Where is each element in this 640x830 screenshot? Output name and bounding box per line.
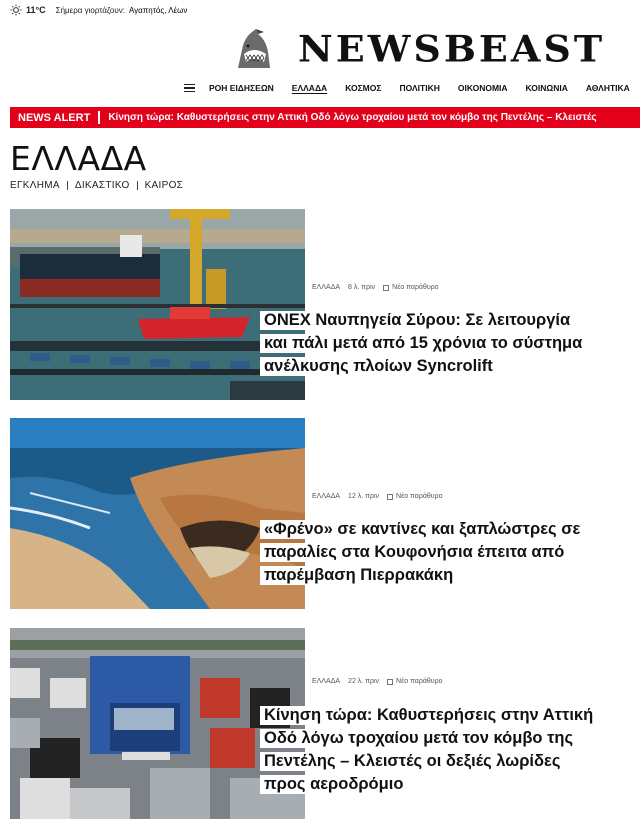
subnav-crime[interactable]: ΕΓΚΛΗΜΑ: [10, 180, 60, 191]
article-meta: [312, 493, 442, 500]
article-time: 22 λ. πριν: [348, 678, 380, 685]
nameday-label: Σήμερα γιορτάζουν:: [55, 5, 125, 15]
subnav-divider: [67, 181, 68, 190]
main-nav: [184, 83, 640, 93]
temperature: 11°C: [26, 5, 46, 15]
brand-name: NEWSBEAST: [298, 27, 606, 70]
nav-item-greece[interactable]: ΕΛΛΑΔΑ: [291, 83, 328, 93]
nav-item-news-feed[interactable]: ΡΟΗ ΕΙΔΗΣΕΩΝ: [209, 83, 274, 93]
top-bar: [10, 3, 187, 17]
article-category[interactable]: ΕΛΛΑΔΑ: [312, 493, 341, 500]
article-time: 8 λ. πριν: [348, 284, 376, 291]
external-link-icon: [387, 679, 393, 685]
new-window-link[interactable]: Νέο παράθυρο: [387, 493, 442, 500]
news-alert-ticker[interactable]: Κίνηση τώρα: Καθυστερήσεις στην Αττική Οδό λόγω τροχαίου μετά τον κόμβο της Πεντέλης – Κλειστές: [108, 112, 597, 123]
article-headline[interactable]: ΟΝΕΧ Ναυπηγεία Σύρου: Σε λειτουργία και πάλι μετά από 15 χρόνια το σύστημα ανέλκυσης πλοίων Syncrolift: [260, 309, 640, 378]
article-headline[interactable]: «Φρένο» σε καντίνες και ξαπλώστρες σε παραλίες στα Κουφονήσια έπειτα από παρέμβαση Πιερρακάκη: [260, 518, 640, 587]
subnav-divider: [137, 181, 138, 190]
nav-item-world[interactable]: ΚΟΣΜΟΣ: [345, 83, 382, 93]
nameday-names[interactable]: Αγαπητός, Λέων: [128, 5, 188, 15]
article-meta: [312, 284, 439, 291]
article-headline[interactable]: Κίνηση τώρα: Καθυστερήσεις στην Αττική Οδό λόγω τροχαίου μετά τον κόμβο της Πεντέλης – Κλειστές οι δεξιές λωρίδες προς αεροδρόμιο: [260, 704, 640, 796]
shark-logo-icon: [234, 28, 274, 70]
news-alert-bar: [10, 107, 640, 128]
nav-item-politics[interactable]: ΠΟΛΙΤΙΚΗ: [399, 83, 440, 93]
article-meta: [312, 678, 442, 685]
new-window-link[interactable]: Νέο παράθυρο: [383, 284, 438, 291]
nav-item-society[interactable]: ΚΟΙΝΩΝΙΑ: [525, 83, 568, 93]
site-logo[interactable]: [234, 26, 605, 71]
external-link-icon: [383, 285, 389, 291]
subnav-judicial[interactable]: ΔΙΚΑΣΤΙΚΟ: [74, 180, 130, 191]
subnav-weather[interactable]: ΚΑΙΡΟΣ: [144, 180, 184, 191]
nav-item-economy[interactable]: ΟΙΚΟΝΟΜΙΑ: [457, 83, 508, 93]
nav-item-sports[interactable]: ΑΘΛΗΤΙΚΑ: [585, 83, 630, 93]
article-category[interactable]: ΕΛΛΑΔΑ: [312, 284, 341, 291]
article-time: 12 λ. πριν: [348, 493, 380, 500]
menu-icon[interactable]: [184, 84, 195, 92]
page-title: ΕΛΛΑΔΑ: [10, 139, 147, 178]
section-subnav: [10, 180, 183, 191]
sun-icon: [10, 4, 22, 16]
new-window-link[interactable]: Νέο παράθυρο: [387, 678, 442, 685]
alert-divider: [98, 111, 100, 124]
article-card[interactable]: [10, 418, 640, 609]
article-card[interactable]: [10, 628, 640, 819]
article-card[interactable]: [10, 209, 640, 400]
article-category[interactable]: ΕΛΛΑΔΑ: [312, 678, 341, 685]
external-link-icon: [387, 494, 393, 500]
news-alert-label: NEWS ALERT: [18, 111, 91, 124]
